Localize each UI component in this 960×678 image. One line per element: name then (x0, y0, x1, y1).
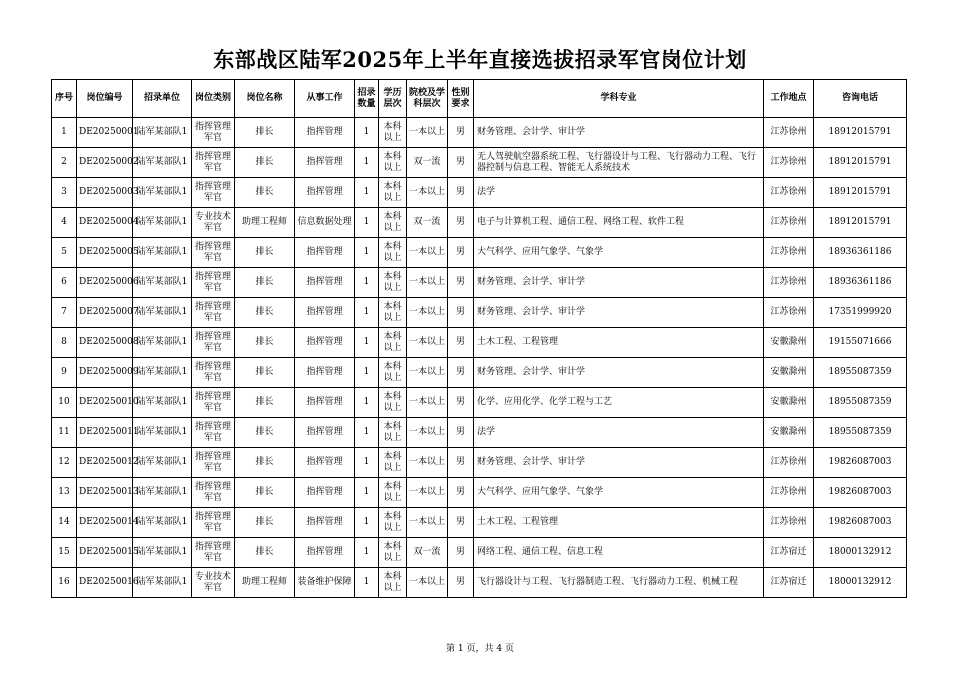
cell-education: 本科以上 (379, 148, 407, 178)
cell-category: 指挥管理军官 (192, 538, 235, 568)
cell-post-name: 排长 (235, 238, 295, 268)
col-header-gender: 性别要求 (448, 80, 474, 118)
cell-index: 11 (52, 418, 77, 448)
col-header-majors: 学科专业 (474, 80, 764, 118)
cell-location: 安徽滁州 (764, 358, 814, 388)
cell-majors: 土木工程、工程管理 (474, 508, 764, 538)
cell-quantity: 1 (355, 508, 379, 538)
cell-unit: 陆军某部队1 (133, 568, 192, 598)
table-body (52, 118, 907, 598)
cell-post-name: 排长 (235, 478, 295, 508)
cell-quantity: 1 (355, 208, 379, 238)
col-header-education: 学历层次 (379, 80, 407, 118)
table-row (52, 238, 907, 268)
cell-work: 装备维护保障 (295, 568, 355, 598)
cell-education: 本科以上 (379, 238, 407, 268)
cell-education: 本科以上 (379, 298, 407, 328)
cell-category: 指挥管理军官 (192, 448, 235, 478)
cell-post-id: DE20250008 (77, 328, 133, 358)
cell-work: 指挥管理 (295, 238, 355, 268)
cell-work: 指挥管理 (295, 358, 355, 388)
cell-location: 江苏徐州 (764, 238, 814, 268)
cell-quantity: 1 (355, 358, 379, 388)
cell-majors: 大气科学、应用气象学、气象学 (474, 478, 764, 508)
cell-post-name: 排长 (235, 268, 295, 298)
cell-phone: 19826087003 (814, 478, 907, 508)
cell-unit: 陆军某部队1 (133, 478, 192, 508)
cell-post-name: 排长 (235, 388, 295, 418)
cell-post-name: 排长 (235, 118, 295, 148)
cell-post-id: DE20250010 (77, 388, 133, 418)
cell-phone: 18000132912 (814, 538, 907, 568)
cell-unit: 陆军某部队1 (133, 388, 192, 418)
cell-work: 指挥管理 (295, 148, 355, 178)
cell-post-id: DE20250011 (77, 418, 133, 448)
table-row (52, 208, 907, 238)
cell-post-id: DE20250004 (77, 208, 133, 238)
cell-work: 指挥管理 (295, 178, 355, 208)
positions-table (51, 79, 907, 598)
table-row (52, 478, 907, 508)
col-header-unit: 招录单位 (133, 80, 192, 118)
cell-location: 江苏徐州 (764, 298, 814, 328)
cell-work: 指挥管理 (295, 508, 355, 538)
col-header-school-level: 院校及学科层次 (407, 80, 448, 118)
cell-phone: 18955087359 (814, 358, 907, 388)
cell-work: 指挥管理 (295, 118, 355, 148)
cell-education: 本科以上 (379, 268, 407, 298)
cell-gender: 男 (448, 328, 474, 358)
cell-majors: 财务管理、会计学、审计学 (474, 118, 764, 148)
cell-phone: 18912015791 (814, 148, 907, 178)
cell-phone: 19155071666 (814, 328, 907, 358)
cell-unit: 陆军某部队1 (133, 418, 192, 448)
cell-quantity: 1 (355, 418, 379, 448)
cell-quantity: 1 (355, 238, 379, 268)
cell-majors: 土木工程、工程管理 (474, 328, 764, 358)
cell-post-name: 排长 (235, 298, 295, 328)
table-row (52, 298, 907, 328)
cell-education: 本科以上 (379, 448, 407, 478)
cell-school-level: 一本以上 (407, 478, 448, 508)
cell-school-level: 一本以上 (407, 508, 448, 538)
table-row (52, 508, 907, 538)
cell-education: 本科以上 (379, 478, 407, 508)
cell-majors: 法学 (474, 418, 764, 448)
cell-unit: 陆军某部队1 (133, 328, 192, 358)
cell-majors: 化学、应用化学、化学工程与工艺 (474, 388, 764, 418)
cell-category: 指挥管理军官 (192, 508, 235, 538)
cell-school-level: 一本以上 (407, 388, 448, 418)
cell-school-level: 一本以上 (407, 448, 448, 478)
cell-unit: 陆军某部队1 (133, 538, 192, 568)
cell-phone: 17351999920 (814, 298, 907, 328)
header-row (52, 80, 907, 118)
cell-index: 8 (52, 328, 77, 358)
cell-gender: 男 (448, 148, 474, 178)
cell-post-id: DE20250003 (77, 178, 133, 208)
cell-work: 信息数据处理 (295, 208, 355, 238)
cell-post-name: 排长 (235, 538, 295, 568)
cell-post-name: 排长 (235, 358, 295, 388)
cell-quantity: 1 (355, 148, 379, 178)
cell-quantity: 1 (355, 118, 379, 148)
cell-unit: 陆军某部队1 (133, 178, 192, 208)
cell-unit: 陆军某部队1 (133, 508, 192, 538)
cell-quantity: 1 (355, 298, 379, 328)
cell-unit: 陆军某部队1 (133, 448, 192, 478)
cell-education: 本科以上 (379, 358, 407, 388)
cell-education: 本科以上 (379, 508, 407, 538)
table-row (52, 388, 907, 418)
cell-index: 4 (52, 208, 77, 238)
cell-quantity: 1 (355, 388, 379, 418)
cell-index: 12 (52, 448, 77, 478)
col-header-post-name: 岗位名称 (235, 80, 295, 118)
cell-post-id: DE20250007 (77, 298, 133, 328)
cell-post-id: DE20250005 (77, 238, 133, 268)
cell-school-level: 一本以上 (407, 178, 448, 208)
cell-category: 指挥管理军官 (192, 238, 235, 268)
cell-gender: 男 (448, 508, 474, 538)
cell-category: 指挥管理军官 (192, 148, 235, 178)
cell-category: 专业技术军官 (192, 568, 235, 598)
cell-gender: 男 (448, 418, 474, 448)
col-header-location: 工作地点 (764, 80, 814, 118)
cell-category: 指挥管理军官 (192, 268, 235, 298)
cell-phone: 18000132912 (814, 568, 907, 598)
cell-gender: 男 (448, 568, 474, 598)
table-row (52, 178, 907, 208)
table-row (52, 328, 907, 358)
cell-location: 江苏徐州 (764, 508, 814, 538)
col-header-quantity: 招录数量 (355, 80, 379, 118)
cell-phone: 18936361186 (814, 238, 907, 268)
table-row (52, 268, 907, 298)
cell-gender: 男 (448, 358, 474, 388)
cell-location: 安徽滁州 (764, 418, 814, 448)
cell-category: 专业技术军官 (192, 208, 235, 238)
cell-quantity: 1 (355, 328, 379, 358)
cell-majors: 财务管理、会计学、审计学 (474, 448, 764, 478)
cell-index: 15 (52, 538, 77, 568)
cell-education: 本科以上 (379, 208, 407, 238)
cell-category: 指挥管理军官 (192, 178, 235, 208)
cell-location: 江苏徐州 (764, 268, 814, 298)
cell-education: 本科以上 (379, 118, 407, 148)
cell-education: 本科以上 (379, 568, 407, 598)
cell-unit: 陆军某部队1 (133, 148, 192, 178)
cell-category: 指挥管理军官 (192, 298, 235, 328)
cell-post-name: 排长 (235, 178, 295, 208)
cell-gender: 男 (448, 448, 474, 478)
cell-education: 本科以上 (379, 538, 407, 568)
cell-phone: 19826087003 (814, 508, 907, 538)
cell-category: 指挥管理军官 (192, 418, 235, 448)
cell-index: 14 (52, 508, 77, 538)
cell-work: 指挥管理 (295, 298, 355, 328)
cell-work: 指挥管理 (295, 388, 355, 418)
cell-index: 1 (52, 118, 77, 148)
cell-index: 10 (52, 388, 77, 418)
cell-school-level: 双一流 (407, 148, 448, 178)
cell-category: 指挥管理军官 (192, 388, 235, 418)
cell-majors: 财务管理、会计学、审计学 (474, 298, 764, 328)
cell-phone: 18955087359 (814, 418, 907, 448)
cell-phone: 18912015791 (814, 118, 907, 148)
cell-school-level: 一本以上 (407, 118, 448, 148)
cell-index: 7 (52, 298, 77, 328)
cell-index: 2 (52, 148, 77, 178)
col-header-category: 岗位类别 (192, 80, 235, 118)
cell-school-level: 双一流 (407, 538, 448, 568)
cell-school-level: 一本以上 (407, 298, 448, 328)
cell-post-name: 排长 (235, 148, 295, 178)
col-header-post-id: 岗位编号 (77, 80, 133, 118)
cell-category: 指挥管理军官 (192, 328, 235, 358)
cell-post-name: 助理工程师 (235, 568, 295, 598)
cell-index: 13 (52, 478, 77, 508)
cell-work: 指挥管理 (295, 418, 355, 448)
cell-location: 江苏徐州 (764, 118, 814, 148)
cell-index: 3 (52, 178, 77, 208)
cell-unit: 陆军某部队1 (133, 208, 192, 238)
cell-majors: 无人驾驶航空器系统工程、飞行器设计与工程、飞行器动力工程、飞行器控制与信息工程、智能无人系统技术 (474, 148, 764, 178)
cell-gender: 男 (448, 268, 474, 298)
page-footer: 第 1 页，共 4 页 (446, 644, 514, 654)
cell-majors: 法学 (474, 178, 764, 208)
cell-school-level: 一本以上 (407, 418, 448, 448)
cell-location: 江苏宿迁 (764, 538, 814, 568)
cell-index: 16 (52, 568, 77, 598)
cell-quantity: 1 (355, 448, 379, 478)
cell-location: 江苏徐州 (764, 208, 814, 238)
cell-index: 9 (52, 358, 77, 388)
cell-location: 江苏徐州 (764, 448, 814, 478)
col-header-index: 序号 (52, 80, 77, 118)
cell-school-level: 一本以上 (407, 328, 448, 358)
cell-location: 江苏徐州 (764, 178, 814, 208)
cell-post-id: DE20250001 (77, 118, 133, 148)
cell-post-id: DE20250016 (77, 568, 133, 598)
cell-phone: 18912015791 (814, 178, 907, 208)
cell-gender: 男 (448, 478, 474, 508)
cell-location: 江苏徐州 (764, 478, 814, 508)
cell-work: 指挥管理 (295, 268, 355, 298)
cell-gender: 男 (448, 388, 474, 418)
cell-post-name: 排长 (235, 328, 295, 358)
cell-majors: 财务管理、会计学、审计学 (474, 358, 764, 388)
cell-category: 指挥管理军官 (192, 118, 235, 148)
cell-work: 指挥管理 (295, 448, 355, 478)
cell-post-name: 排长 (235, 418, 295, 448)
cell-school-level: 一本以上 (407, 238, 448, 268)
cell-unit: 陆军某部队1 (133, 238, 192, 268)
cell-education: 本科以上 (379, 328, 407, 358)
cell-majors: 网络工程、通信工程、信息工程 (474, 538, 764, 568)
cell-quantity: 1 (355, 478, 379, 508)
cell-post-name: 助理工程师 (235, 208, 295, 238)
cell-post-id: DE20250014 (77, 508, 133, 538)
cell-post-name: 排长 (235, 448, 295, 478)
page-title: 东部战区陆军2025年上半年直接选拔招录军官岗位计划 (213, 47, 747, 72)
cell-unit: 陆军某部队1 (133, 298, 192, 328)
cell-gender: 男 (448, 118, 474, 148)
cell-education: 本科以上 (379, 388, 407, 418)
cell-quantity: 1 (355, 568, 379, 598)
cell-post-id: DE20250015 (77, 538, 133, 568)
cell-quantity: 1 (355, 178, 379, 208)
cell-majors: 电子与计算机工程、通信工程、网络工程、软件工程 (474, 208, 764, 238)
cell-post-id: DE20250012 (77, 448, 133, 478)
cell-gender: 男 (448, 178, 474, 208)
table-row (52, 568, 907, 598)
cell-location: 江苏宿迁 (764, 568, 814, 598)
cell-category: 指挥管理军官 (192, 358, 235, 388)
cell-unit: 陆军某部队1 (133, 358, 192, 388)
table-row (52, 418, 907, 448)
cell-majors: 财务管理、会计学、审计学 (474, 268, 764, 298)
cell-location: 安徽滁州 (764, 388, 814, 418)
cell-phone: 18955087359 (814, 388, 907, 418)
cell-majors: 飞行器设计与工程、飞行器制造工程、飞行器动力工程、机械工程 (474, 568, 764, 598)
cell-index: 5 (52, 238, 77, 268)
col-header-work: 从事工作 (295, 80, 355, 118)
cell-location: 江苏徐州 (764, 148, 814, 178)
table-row (52, 358, 907, 388)
cell-work: 指挥管理 (295, 478, 355, 508)
cell-post-id: DE20250002 (77, 148, 133, 178)
cell-post-name: 排长 (235, 508, 295, 538)
cell-education: 本科以上 (379, 418, 407, 448)
cell-gender: 男 (448, 208, 474, 238)
table-row (52, 118, 907, 148)
cell-education: 本科以上 (379, 178, 407, 208)
cell-unit: 陆军某部队1 (133, 268, 192, 298)
cell-work: 指挥管理 (295, 538, 355, 568)
col-header-phone: 咨询电话 (814, 80, 907, 118)
cell-category: 指挥管理军官 (192, 478, 235, 508)
table-row (52, 538, 907, 568)
cell-majors: 大气科学、应用气象学、气象学 (474, 238, 764, 268)
table-row (52, 148, 907, 178)
cell-gender: 男 (448, 238, 474, 268)
cell-quantity: 1 (355, 268, 379, 298)
cell-location: 安徽滁州 (764, 328, 814, 358)
cell-post-id: DE20250009 (77, 358, 133, 388)
cell-post-id: DE20250006 (77, 268, 133, 298)
cell-phone: 18912015791 (814, 208, 907, 238)
cell-school-level: 一本以上 (407, 568, 448, 598)
cell-school-level: 一本以上 (407, 268, 448, 298)
cell-phone: 18936361186 (814, 268, 907, 298)
cell-school-level: 双一流 (407, 208, 448, 238)
cell-quantity: 1 (355, 538, 379, 568)
cell-phone: 19826087003 (814, 448, 907, 478)
cell-unit: 陆军某部队1 (133, 118, 192, 148)
cell-gender: 男 (448, 538, 474, 568)
cell-gender: 男 (448, 298, 474, 328)
cell-school-level: 一本以上 (407, 358, 448, 388)
cell-post-id: DE20250013 (77, 478, 133, 508)
cell-index: 6 (52, 268, 77, 298)
cell-work: 指挥管理 (295, 328, 355, 358)
table-row (52, 448, 907, 478)
